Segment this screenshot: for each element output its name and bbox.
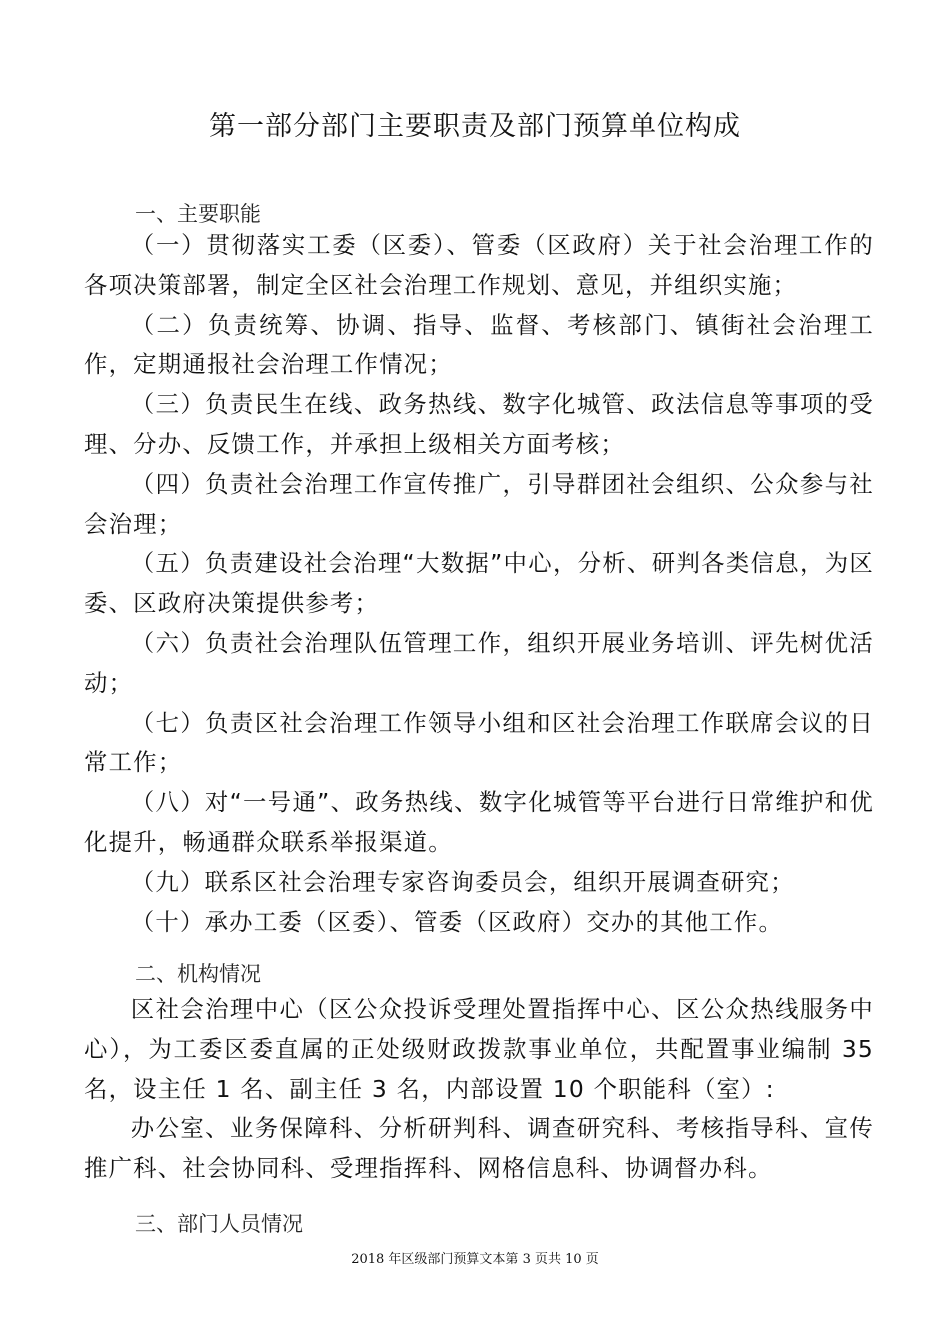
section-heading-organization: 二、机构情况: [135, 962, 261, 986]
duty-item: （一）贯彻落实工委（区委）、管委（区政府）关于社会治理工作的各项决策部署，制定全区社会治理工作规划、意见，并组织实施；: [84, 231, 874, 299]
section-heading-main-functions: 一、主要职能: [135, 202, 261, 226]
duty-item: （七）负责区社会治理工作领导小组和区社会治理工作联席会议的日常工作；: [84, 708, 874, 777]
organization-text: [84, 990, 874, 1189]
duty-item: （十）承办工委（区委）、管委（区政府）交办的其他工作。: [130, 907, 784, 936]
section-heading-personnel: 三、部门人员情况: [135, 1212, 303, 1236]
duty-item: （六）负责社会治理队伍管理工作，组织开展业务培训、评先树优活动；: [84, 628, 874, 697]
duty-item: （二）负责统筹、协调、指导、监督、考核部门、镇街社会治理工作，定期通报社会治理工作情况；: [84, 310, 874, 379]
duty-item: （三）负责民生在线、政务热线、数字化城管、政法信息等事项的受理、分办、反馈工作，并承担上级相关方面考核；: [84, 390, 874, 458]
duty-item: （四）负责社会治理工作宣传推广，引导群团社会组织、公众参与社会治理；: [84, 469, 874, 538]
document-title: 第一部分部门主要职责及部门预算单位构成: [209, 111, 741, 142]
duty-item: （八）对“一号通”、政务热线、数字化城管等平台进行日常维护和优化提升，畅通群众联系举报渠道。: [84, 788, 874, 856]
duties-list: [84, 226, 874, 942]
page-footer: 2018 年区级部门预算文本第 3 页共 10 页: [351, 1252, 599, 1267]
organization-paragraph: 区社会治理中心（区公众投诉受理处置指挥中心、区公众热线服务中心），为工委区委直属的正处级财政拨款事业单位，共配置事业编制 35 名，设主任 1 名、副主任 3 名，内部设置 10 个职能科（室）:: [84, 995, 874, 1103]
duty-item: （九）联系区社会治理专家咨询委员会，组织开展调查研究；: [130, 867, 795, 896]
duty-item: （五）负责建设社会治理“大数据”中心，分析、研判各类信息，为区委、区政府决策提供参考；: [84, 549, 874, 618]
departments-paragraph: 办公室、业务保障科、分析研判科、调查研究科、考核指导科、宣传推广科、社会协同科、受理指挥科、网格信息科、协调督办科。: [84, 1114, 874, 1183]
